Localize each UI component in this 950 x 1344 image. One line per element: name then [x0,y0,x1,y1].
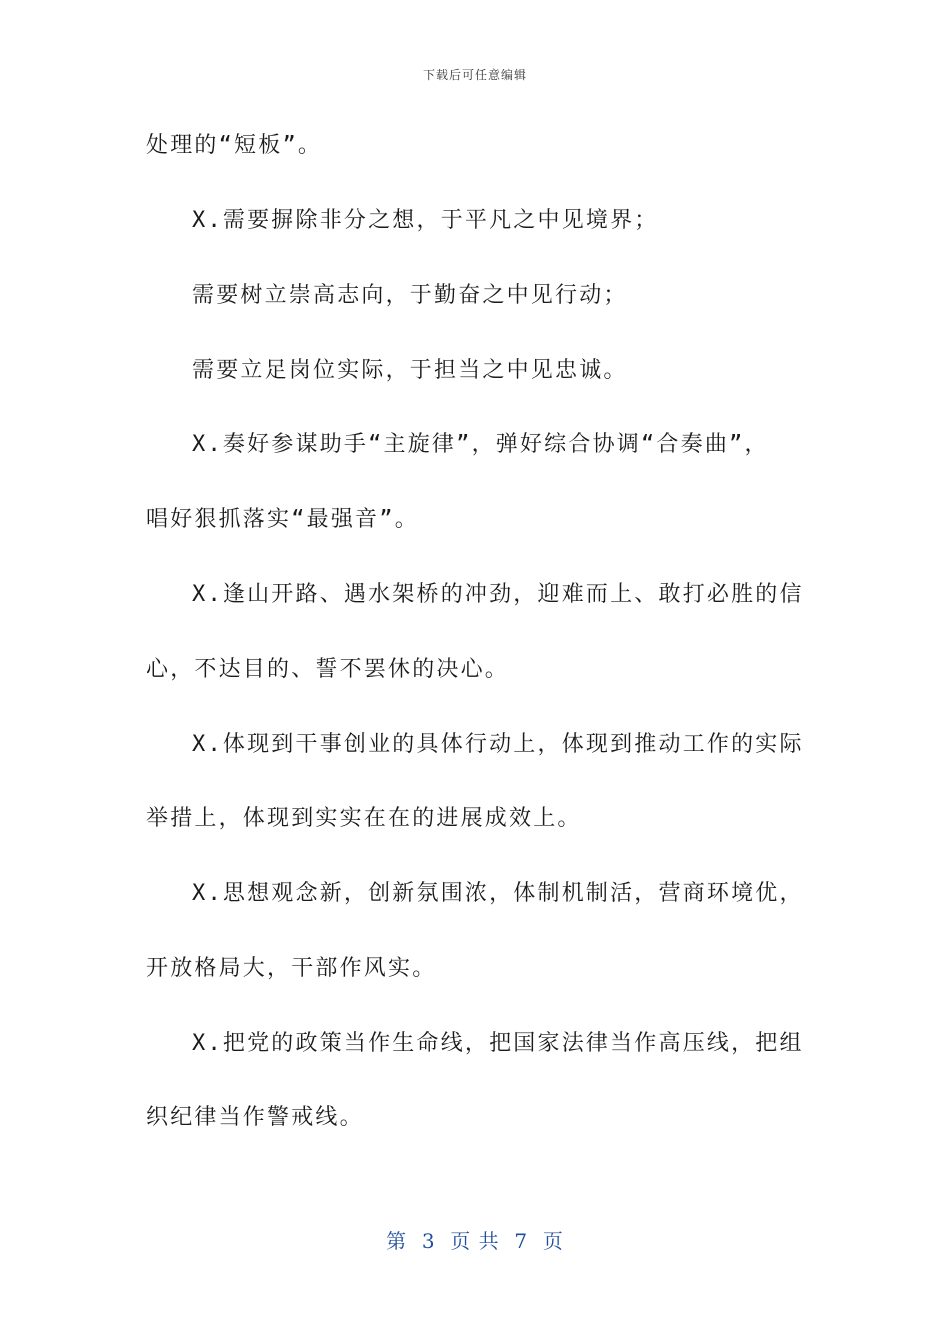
text-line: 处理的“短板”。 [146,133,323,158]
text-line: 心，不达目的、誓不罢休的决心。 [146,657,510,682]
text-line: X.把党的政策当作生命线，把国家法律当作高压线，把组 [192,1031,804,1056]
text-line: 举措上，体现到实实在在的进展成效上。 [146,806,582,831]
page-number-footer: 第 3 页 共 7 页 [386,1229,564,1253]
text-line: 唱好狠抓落实“最强音”。 [146,507,419,532]
page-header: 下载后可任意编辑 [422,68,527,82]
text-line: 织纪律当作警戒线。 [146,1105,364,1130]
text-line: X.奏好参谋助手“主旋律”，弹好综合协调“合奏曲”， [192,432,769,457]
text-line: X.逢山开路、遇水架桥的冲劲，迎难而上、敢打必胜的信 [192,582,804,607]
text-line: 需要立足岗位实际，于担当之中见忠诚。 [192,358,628,383]
text-line: 开放格局大，干部作风实。 [146,956,437,981]
text-line: X.思想观念新，创新氛围浓，体制机制活，营商环境优， [192,881,804,906]
text-line: X.需要摒除非分之想，于平凡之中见境界； [192,208,659,233]
text-line: X.体现到干事创业的具体行动上，体现到推动工作的实际 [192,732,804,757]
text-line: 需要树立崇高志向，于勤奋之中见行动； [192,283,628,308]
